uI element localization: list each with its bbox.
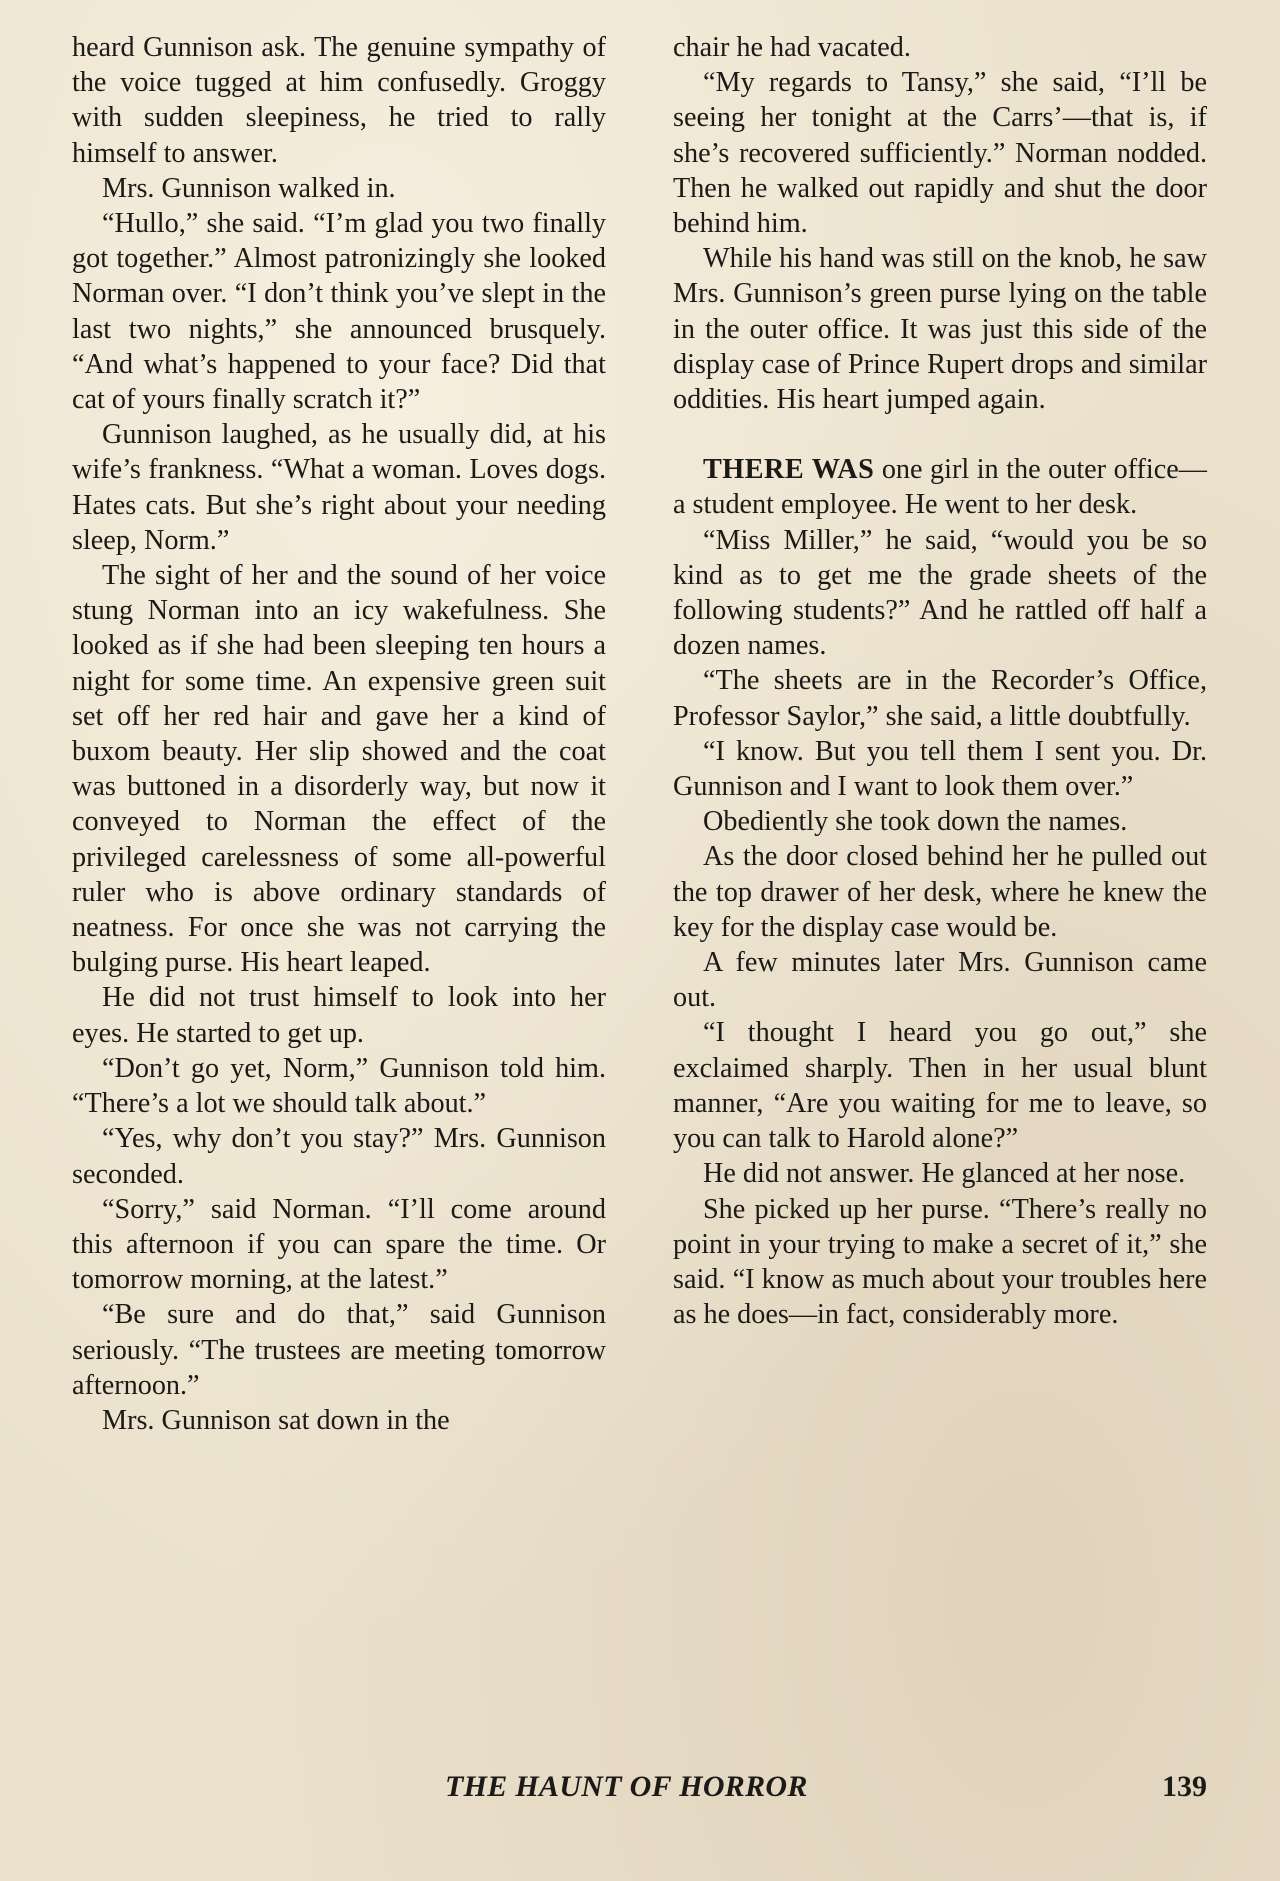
paragraph: A few minutes later Mrs. Gunnison came out. <box>673 947 1207 1014</box>
paragraph: “My regards to Tansy,” she said, “I’ll be seeing her tonight at the Carrs’—that is, if she’s recovered sufficiently.” Norman nodded. Then he walked out rapidly and shut the door behind him. <box>673 67 1207 240</box>
paragraph: “I know. But you tell them I sent you. Dr. Gunnison and I want to look them over.” <box>673 735 1207 803</box>
paragraph: As the door closed behind her he pulled out the top drawer of her desk, where he knew the key for the display case would be. <box>673 841 1207 943</box>
paragraph: She picked up her purse. “There’s really no point in your trying to make a secret of it,” she said. “I know as much about your troubles here as he does—in fact, considerably more. <box>673 1193 1207 1331</box>
paragraph: The sight of her and the sound of her voice stung Norman into an icy wakefulness. She looked as if she had been sleeping ten hours a night for some time. An expensive green suit set off her red hair and gave her a kind of buxom beauty. Her slip showed and the coat was buttoned in a disorderly way, but now it conveyed to Norman the effect of the privileged carelessness of some all-powerful ruler who is above ordinary standards of neatness. For once she was not carrying the bulging purse. His heart leaped. <box>72 560 606 979</box>
paragraph: He did not answer. He glanced at her nose. <box>703 1158 1186 1190</box>
page-footer <box>72 1767 1207 1807</box>
running-title: THE HAUNT OF HORROR <box>445 1770 808 1803</box>
paragraph: “The sheets are in the Recorder’s Office, Professor Saylor,” she said, a little doubtfully. <box>673 665 1207 732</box>
paragraph: “Don’t go yet, Norm,” Gunnison told him. “There’s a lot we should talk about.” <box>72 1052 606 1120</box>
left-column <box>72 30 606 1438</box>
paragraph: Mrs. Gunnison sat down in the <box>102 1404 450 1436</box>
paragraph: heard Gunnison ask. The genuine sympathy of the voice tugged at him confusedly. Groggy with sudden sleepiness, he tried to rally himself to answer. <box>72 32 606 169</box>
paragraph: He did not trust himself to look into her eyes. He started to get up. <box>72 982 606 1049</box>
paragraph: chair he had vacated. <box>673 32 911 63</box>
paragraph: Obediently she took down the names. <box>703 806 1128 838</box>
right-column <box>673 30 1207 1332</box>
section-text: one girl in the outer office—a student employee. He went to her desk. <box>673 454 1207 521</box>
paragraph: “Hullo,” she said. “I’m glad you two finally got together.” Almost patronizingly she looked Norman over. “I don’t think you’ve slept in the last two nights,” she announced brusquely. “And what’s happened to your face? Did that cat of yours finally scratch it?” <box>72 208 606 416</box>
paragraph: “Miss Miller,” he said, “would you be so kind as to get me the grade sheets of the following students?” And he rattled off half a dozen names. <box>673 524 1207 662</box>
paragraph: While his hand was still on the knob, he saw Mrs. Gunnison’s green purse lying on the table in the outer office. It was just this side of the display case of Prince Rupert drops and similar oddities. His heart jumped again. <box>673 243 1207 416</box>
paragraph: “Be sure and do that,” said Gunnison seriously. “The trustees are meeting tomorrow afternoon.” <box>72 1299 606 1401</box>
paragraph: Gunnison laughed, as he usually did, at his wife’s frankness. “What a woman. Loves dogs. Hates cats. But she’s right about your needing sleep, Norm.” <box>72 419 606 556</box>
page-number: 139 <box>1162 1770 1207 1803</box>
paragraph: “I thought I heard you go out,” she exclaimed sharply. Then in her usual blunt manner, “Are you waiting for me to leave, so you can talk to Harold alone?” <box>673 1017 1207 1155</box>
section-lead-in: THERE WAS <box>703 454 875 486</box>
paragraph: Mrs. Gunnison walked in. <box>102 172 396 204</box>
section-paragraph <box>673 452 1207 522</box>
paragraph: “Yes, why don’t you stay?” Mrs. Gunnison seconded. <box>72 1123 606 1190</box>
paragraph: “Sorry,” said Norman. “I’ll come around this afternoon if you can spare the time. Or tomorrow morning, at the latest.” <box>72 1193 606 1296</box>
